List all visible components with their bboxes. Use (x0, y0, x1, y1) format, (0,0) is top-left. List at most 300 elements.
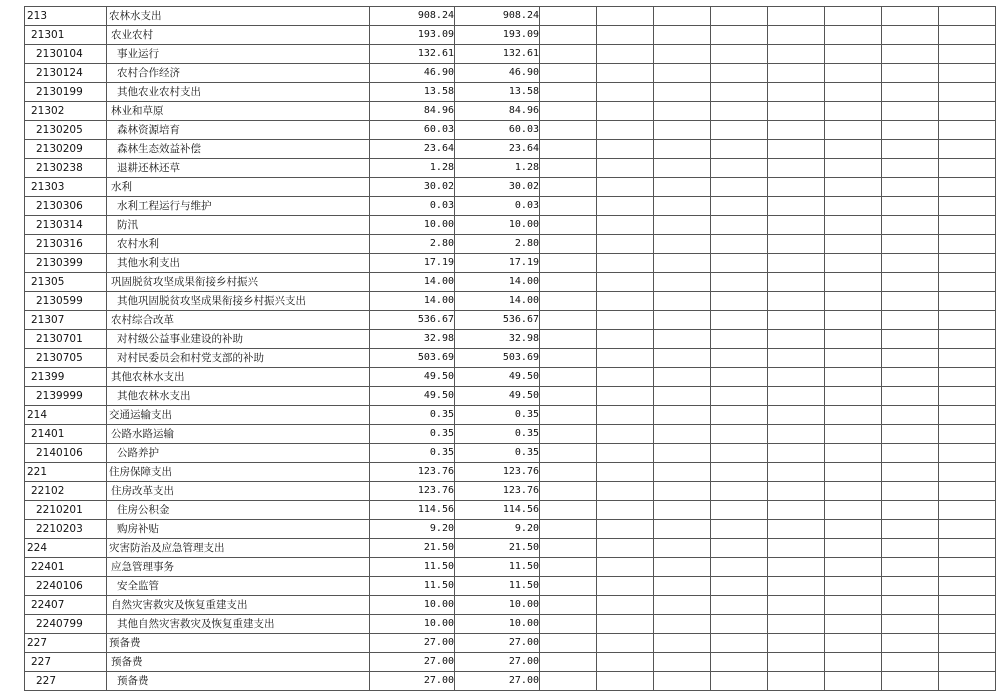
empty-cell (768, 539, 825, 558)
function-name-cell: 交通运输支出 (107, 406, 370, 425)
function-name-cell: 其他农林水支出 (107, 387, 370, 406)
function-name-cell: 其他农林水支出 (107, 368, 370, 387)
empty-cell (939, 159, 996, 178)
table-row (25, 672, 996, 691)
empty-cell (768, 463, 825, 482)
empty-cell (711, 216, 768, 235)
empty-cell (597, 425, 654, 444)
amount-total-cell: 23.64 (370, 140, 455, 159)
amount-total-cell: 10.00 (370, 596, 455, 615)
empty-cell (939, 406, 996, 425)
empty-cell (768, 577, 825, 596)
function-name-cell: 其他巩固脱贫攻坚成果衔接乡村振兴支出 (107, 292, 370, 311)
empty-cell (654, 330, 711, 349)
empty-cell (654, 615, 711, 634)
empty-cell (597, 64, 654, 83)
amount-total-cell: 0.35 (370, 444, 455, 463)
empty-cell (597, 45, 654, 64)
table-row (25, 406, 996, 425)
function-name-cell: 对村民委员会和村党支部的补助 (107, 349, 370, 368)
amount-general-budget-cell: 14.00 (455, 292, 540, 311)
empty-cell (654, 102, 711, 121)
amount-total-cell: 27.00 (370, 634, 455, 653)
amount-total-cell: 0.35 (370, 425, 455, 444)
amount-total-cell: 11.50 (370, 577, 455, 596)
function-name-cell: 住房保障支出 (107, 463, 370, 482)
function-code-cell: 2130209 (25, 140, 107, 159)
table-row (25, 26, 996, 45)
empty-cell (711, 83, 768, 102)
empty-cell (939, 26, 996, 45)
empty-cell (597, 482, 654, 501)
empty-cell (882, 178, 939, 197)
amount-general-budget-cell: 908.24 (455, 7, 540, 26)
empty-cell (939, 64, 996, 83)
empty-cell (654, 596, 711, 615)
function-name-cell: 退耕还林还草 (107, 159, 370, 178)
empty-cell (825, 121, 882, 140)
function-name-cell: 灾害防治及应急管理支出 (107, 539, 370, 558)
table-row (25, 558, 996, 577)
function-name-cell: 其他水利支出 (107, 254, 370, 273)
empty-cell (768, 558, 825, 577)
empty-cell (768, 349, 825, 368)
empty-cell (882, 425, 939, 444)
empty-cell (825, 634, 882, 653)
empty-cell (654, 653, 711, 672)
function-name-cell: 对村级公益事业建设的补助 (107, 330, 370, 349)
table-row (25, 615, 996, 634)
amount-total-cell: 0.35 (370, 406, 455, 425)
empty-cell (825, 26, 882, 45)
empty-cell (711, 463, 768, 482)
empty-cell (939, 102, 996, 121)
empty-cell (768, 425, 825, 444)
function-name-cell: 自然灾害救灾及恢复重建支出 (107, 596, 370, 615)
empty-cell (939, 178, 996, 197)
amount-general-budget-cell: 2.80 (455, 235, 540, 254)
empty-cell (939, 197, 996, 216)
empty-cell (711, 368, 768, 387)
empty-cell (654, 672, 711, 691)
empty-cell (768, 634, 825, 653)
empty-cell (825, 482, 882, 501)
function-name-cell: 水利工程运行与维护 (107, 197, 370, 216)
empty-cell (654, 406, 711, 425)
empty-cell (939, 7, 996, 26)
amount-total-cell: 27.00 (370, 672, 455, 691)
empty-cell (882, 330, 939, 349)
amount-total-cell: 123.76 (370, 463, 455, 482)
empty-cell (825, 596, 882, 615)
empty-cell (768, 501, 825, 520)
function-code-cell: 21301 (25, 26, 107, 45)
empty-cell (654, 311, 711, 330)
empty-cell (768, 387, 825, 406)
function-name-cell: 水利 (107, 178, 370, 197)
empty-cell (711, 330, 768, 349)
empty-cell (939, 634, 996, 653)
amount-general-budget-cell: 14.00 (455, 273, 540, 292)
empty-cell (882, 216, 939, 235)
function-code-cell: 2130238 (25, 159, 107, 178)
empty-cell (768, 406, 825, 425)
empty-cell (597, 558, 654, 577)
function-code-cell: 22407 (25, 596, 107, 615)
empty-cell (939, 672, 996, 691)
amount-general-budget-cell: 23.64 (455, 140, 540, 159)
empty-cell (825, 406, 882, 425)
function-name-cell: 应急管理事务 (107, 558, 370, 577)
empty-cell (825, 45, 882, 64)
empty-cell (540, 45, 597, 64)
empty-cell (939, 292, 996, 311)
table-row (25, 140, 996, 159)
empty-cell (825, 178, 882, 197)
empty-cell (882, 311, 939, 330)
empty-cell (540, 330, 597, 349)
empty-cell (540, 406, 597, 425)
empty-cell (654, 444, 711, 463)
empty-cell (540, 159, 597, 178)
empty-cell (768, 159, 825, 178)
amount-total-cell: 536.67 (370, 311, 455, 330)
amount-general-budget-cell: 10.00 (455, 216, 540, 235)
empty-cell (939, 463, 996, 482)
amount-total-cell: 49.50 (370, 387, 455, 406)
empty-cell (597, 596, 654, 615)
empty-cell (711, 349, 768, 368)
empty-cell (711, 406, 768, 425)
empty-cell (540, 254, 597, 273)
empty-cell (882, 349, 939, 368)
empty-cell (654, 45, 711, 64)
empty-cell (825, 140, 882, 159)
empty-cell (939, 254, 996, 273)
empty-cell (597, 501, 654, 520)
empty-cell (654, 387, 711, 406)
empty-cell (711, 102, 768, 121)
table-row (25, 45, 996, 64)
empty-cell (654, 216, 711, 235)
empty-cell (768, 615, 825, 634)
table-row (25, 292, 996, 311)
empty-cell (540, 425, 597, 444)
function-code-cell: 2130399 (25, 254, 107, 273)
empty-cell (711, 64, 768, 83)
amount-total-cell: 132.61 (370, 45, 455, 64)
empty-cell (711, 45, 768, 64)
function-code-cell: 2210203 (25, 520, 107, 539)
empty-cell (768, 26, 825, 45)
empty-cell (597, 330, 654, 349)
table-row (25, 634, 996, 653)
empty-cell (540, 235, 597, 254)
function-name-cell: 住房改革支出 (107, 482, 370, 501)
empty-cell (939, 596, 996, 615)
empty-cell (540, 273, 597, 292)
empty-cell (939, 349, 996, 368)
function-name-cell: 公路养护 (107, 444, 370, 463)
empty-cell (939, 653, 996, 672)
function-name-cell: 预备费 (107, 653, 370, 672)
function-code-cell: 21302 (25, 102, 107, 121)
table-row (25, 539, 996, 558)
empty-cell (882, 235, 939, 254)
table-row (25, 425, 996, 444)
empty-cell (882, 406, 939, 425)
empty-cell (540, 197, 597, 216)
empty-cell (825, 425, 882, 444)
empty-cell (540, 64, 597, 83)
function-code-cell: 2130104 (25, 45, 107, 64)
empty-cell (882, 26, 939, 45)
amount-total-cell: 60.03 (370, 121, 455, 140)
empty-cell (939, 615, 996, 634)
amount-general-budget-cell: 9.20 (455, 520, 540, 539)
empty-cell (597, 26, 654, 45)
amount-general-budget-cell: 27.00 (455, 653, 540, 672)
empty-cell (882, 140, 939, 159)
table-row (25, 520, 996, 539)
empty-cell (939, 83, 996, 102)
empty-cell (768, 653, 825, 672)
empty-cell (597, 463, 654, 482)
empty-cell (711, 672, 768, 691)
empty-cell (939, 501, 996, 520)
empty-cell (597, 634, 654, 653)
empty-cell (768, 444, 825, 463)
empty-cell (597, 349, 654, 368)
amount-total-cell: 11.50 (370, 558, 455, 577)
function-code-cell: 221 (25, 463, 107, 482)
function-code-cell: 224 (25, 539, 107, 558)
function-name-cell: 农村合作经济 (107, 64, 370, 83)
function-code-cell: 2130701 (25, 330, 107, 349)
empty-cell (711, 387, 768, 406)
function-code-cell: 21303 (25, 178, 107, 197)
amount-general-budget-cell: 0.35 (455, 425, 540, 444)
empty-cell (939, 425, 996, 444)
empty-cell (711, 577, 768, 596)
function-name-cell: 巩固脱贫攻坚成果衔接乡村振兴 (107, 273, 370, 292)
function-code-cell: 2130205 (25, 121, 107, 140)
empty-cell (654, 463, 711, 482)
table-row (25, 577, 996, 596)
amount-general-budget-cell: 503.69 (455, 349, 540, 368)
empty-cell (882, 653, 939, 672)
empty-cell (597, 577, 654, 596)
table-row (25, 349, 996, 368)
amount-total-cell: 9.20 (370, 520, 455, 539)
function-name-cell: 预备费 (107, 634, 370, 653)
empty-cell (597, 102, 654, 121)
amount-total-cell: 49.50 (370, 368, 455, 387)
empty-cell (882, 83, 939, 102)
empty-cell (540, 26, 597, 45)
function-code-cell: 227 (25, 653, 107, 672)
empty-cell (540, 634, 597, 653)
function-code-cell: 2130599 (25, 292, 107, 311)
empty-cell (768, 7, 825, 26)
empty-cell (540, 596, 597, 615)
amount-total-cell: 21.50 (370, 539, 455, 558)
empty-cell (825, 349, 882, 368)
empty-cell (654, 26, 711, 45)
table-row (25, 254, 996, 273)
empty-cell (711, 539, 768, 558)
empty-cell (711, 501, 768, 520)
empty-cell (711, 292, 768, 311)
empty-cell (768, 216, 825, 235)
function-name-cell: 公路水路运输 (107, 425, 370, 444)
empty-cell (654, 482, 711, 501)
empty-cell (768, 330, 825, 349)
empty-cell (711, 159, 768, 178)
empty-cell (939, 577, 996, 596)
empty-cell (939, 273, 996, 292)
empty-cell (768, 64, 825, 83)
table-row (25, 596, 996, 615)
function-name-cell: 预备费 (107, 672, 370, 691)
empty-cell (540, 102, 597, 121)
empty-cell (768, 482, 825, 501)
empty-cell (882, 463, 939, 482)
table-row (25, 387, 996, 406)
empty-cell (825, 539, 882, 558)
empty-cell (654, 539, 711, 558)
function-code-cell: 2130199 (25, 83, 107, 102)
empty-cell (711, 311, 768, 330)
function-name-cell: 林业和草原 (107, 102, 370, 121)
function-code-cell: 2240799 (25, 615, 107, 634)
table-row (25, 159, 996, 178)
empty-cell (597, 159, 654, 178)
function-name-cell: 森林生态效益补偿 (107, 140, 370, 159)
function-name-cell: 农林水支出 (107, 7, 370, 26)
amount-general-budget-cell: 114.56 (455, 501, 540, 520)
amount-total-cell: 123.76 (370, 482, 455, 501)
empty-cell (768, 596, 825, 615)
empty-cell (654, 7, 711, 26)
empty-cell (711, 615, 768, 634)
empty-cell (540, 577, 597, 596)
amount-total-cell: 14.00 (370, 273, 455, 292)
function-name-cell: 防汛 (107, 216, 370, 235)
empty-cell (540, 216, 597, 235)
empty-cell (540, 121, 597, 140)
empty-cell (825, 197, 882, 216)
empty-cell (882, 45, 939, 64)
empty-cell (597, 615, 654, 634)
empty-cell (540, 501, 597, 520)
amount-general-budget-cell: 1.28 (455, 159, 540, 178)
empty-cell (882, 7, 939, 26)
empty-cell (768, 140, 825, 159)
function-name-cell: 安全监管 (107, 577, 370, 596)
empty-cell (882, 254, 939, 273)
amount-general-budget-cell: 10.00 (455, 596, 540, 615)
empty-cell (711, 634, 768, 653)
amount-total-cell: 114.56 (370, 501, 455, 520)
empty-cell (825, 330, 882, 349)
empty-cell (540, 520, 597, 539)
empty-cell (768, 45, 825, 64)
empty-cell (711, 520, 768, 539)
empty-cell (711, 653, 768, 672)
empty-cell (768, 178, 825, 197)
function-code-cell: 2210201 (25, 501, 107, 520)
empty-cell (540, 444, 597, 463)
empty-cell (882, 501, 939, 520)
table-row (25, 7, 996, 26)
table-row (25, 235, 996, 254)
empty-cell (597, 140, 654, 159)
amount-general-budget-cell: 132.61 (455, 45, 540, 64)
empty-cell (768, 235, 825, 254)
budget-table-body (25, 7, 996, 691)
amount-total-cell: 503.69 (370, 349, 455, 368)
function-name-cell: 事业运行 (107, 45, 370, 64)
empty-cell (882, 292, 939, 311)
function-name-cell: 其他自然灾害救灾及恢复重建支出 (107, 615, 370, 634)
empty-cell (654, 292, 711, 311)
function-name-cell: 农村水利 (107, 235, 370, 254)
empty-cell (540, 653, 597, 672)
empty-cell (597, 235, 654, 254)
empty-cell (882, 273, 939, 292)
empty-cell (825, 64, 882, 83)
table-row (25, 501, 996, 520)
function-code-cell: 227 (25, 634, 107, 653)
empty-cell (882, 159, 939, 178)
empty-cell (768, 368, 825, 387)
amount-total-cell: 0.03 (370, 197, 455, 216)
function-name-cell: 住房公积金 (107, 501, 370, 520)
empty-cell (540, 140, 597, 159)
empty-cell (711, 254, 768, 273)
empty-cell (597, 444, 654, 463)
empty-cell (768, 102, 825, 121)
empty-cell (939, 520, 996, 539)
table-row (25, 482, 996, 501)
empty-cell (825, 254, 882, 273)
empty-cell (939, 482, 996, 501)
empty-cell (882, 634, 939, 653)
empty-cell (825, 653, 882, 672)
empty-cell (768, 273, 825, 292)
amount-general-budget-cell: 27.00 (455, 672, 540, 691)
empty-cell (540, 672, 597, 691)
empty-cell (882, 672, 939, 691)
amount-total-cell: 2.80 (370, 235, 455, 254)
empty-cell (597, 539, 654, 558)
empty-cell (939, 539, 996, 558)
empty-cell (597, 368, 654, 387)
amount-general-budget-cell: 0.35 (455, 406, 540, 425)
empty-cell (597, 7, 654, 26)
amount-general-budget-cell: 27.00 (455, 634, 540, 653)
empty-cell (939, 311, 996, 330)
empty-cell (882, 197, 939, 216)
amount-general-budget-cell: 30.02 (455, 178, 540, 197)
table-row (25, 121, 996, 140)
table-row (25, 311, 996, 330)
empty-cell (654, 273, 711, 292)
function-name-cell: 其他农业农村支出 (107, 83, 370, 102)
function-name-cell: 森林资源培育 (107, 121, 370, 140)
function-code-cell: 2130124 (25, 64, 107, 83)
